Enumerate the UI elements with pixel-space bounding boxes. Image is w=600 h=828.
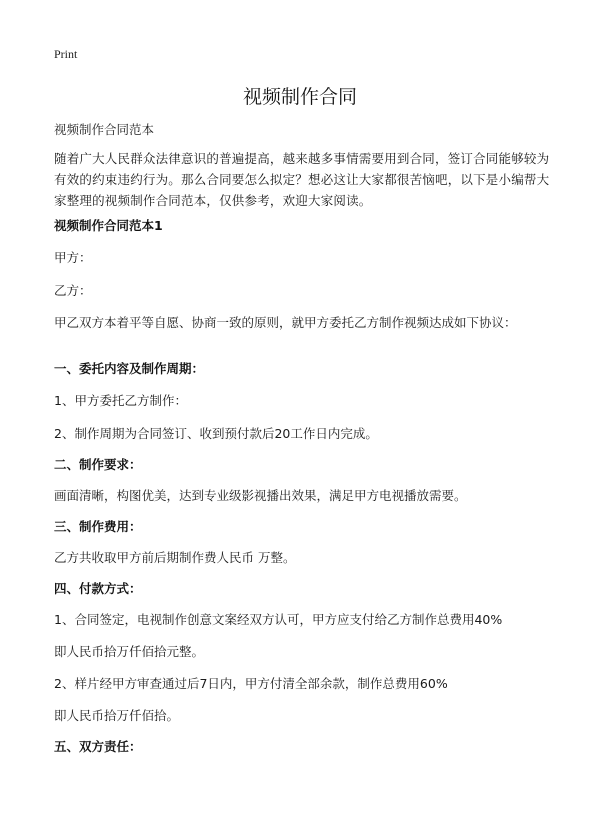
intro-paragraph: 随着广大人民群众法律意识的普遍提高，越来越多事情需要用到合同，签订合同能够较为有效的约束违约行为。那么合同要怎么拟定？想必这让大家都很苦恼吧，以下是小编帮大家整理的视频制作合同范本，仅供参考，欢迎大家阅读。 [54,151,550,208]
document-subtitle: 视频制作合同范本 [54,122,155,137]
section-4-item-1: 1、合同签定，电视制作创意文案经双方认可，甲方应支付给乙方制作总费用40% [54,612,503,627]
section-1-heading: 一、委托内容及制作周期： [54,361,205,376]
section-3-heading: 三、制作费用： [54,519,142,534]
section-1-item-2: 2、制作周期为合同签订、收到预付款后20工作日内完成。 [54,426,378,441]
print-link[interactable]: Print [54,47,78,61]
party-a-label: 甲方： [54,250,92,265]
section-4-heading: 四、付款方式： [54,581,142,596]
section-4-item-2: 2、样片经甲方审查通过后7日内，甲方付清全部余款，制作总费用60% [54,676,448,691]
section-5-heading: 五、双方责任： [54,739,142,754]
party-b-label: 乙方： [54,283,92,298]
section-2-body: 画面清晰，构图优美，达到专业级影视播出效果，满足甲方电视播放需要。 [54,488,467,503]
document-title: 视频制作合同 [242,86,357,108]
section-2-heading: 二、制作要求： [54,457,142,472]
section-3-body: 乙方共收取甲方前后期制作费人民币 万整。 [54,550,296,565]
section-title: 视频制作合同范本1 [54,218,163,233]
section-4-item-1-amount: 即人民币拾万仟佰拾元整。 [54,644,205,659]
section-1-item-1: 1、甲方委托乙方制作： [54,393,187,408]
preamble-paragraph: 甲乙双方本着平等自愿、协商一致的原则，就甲方委托乙方制作视频达成如下协议： [54,315,517,330]
section-4-item-2-amount: 即人民币拾万仟佰拾。 [54,708,180,723]
